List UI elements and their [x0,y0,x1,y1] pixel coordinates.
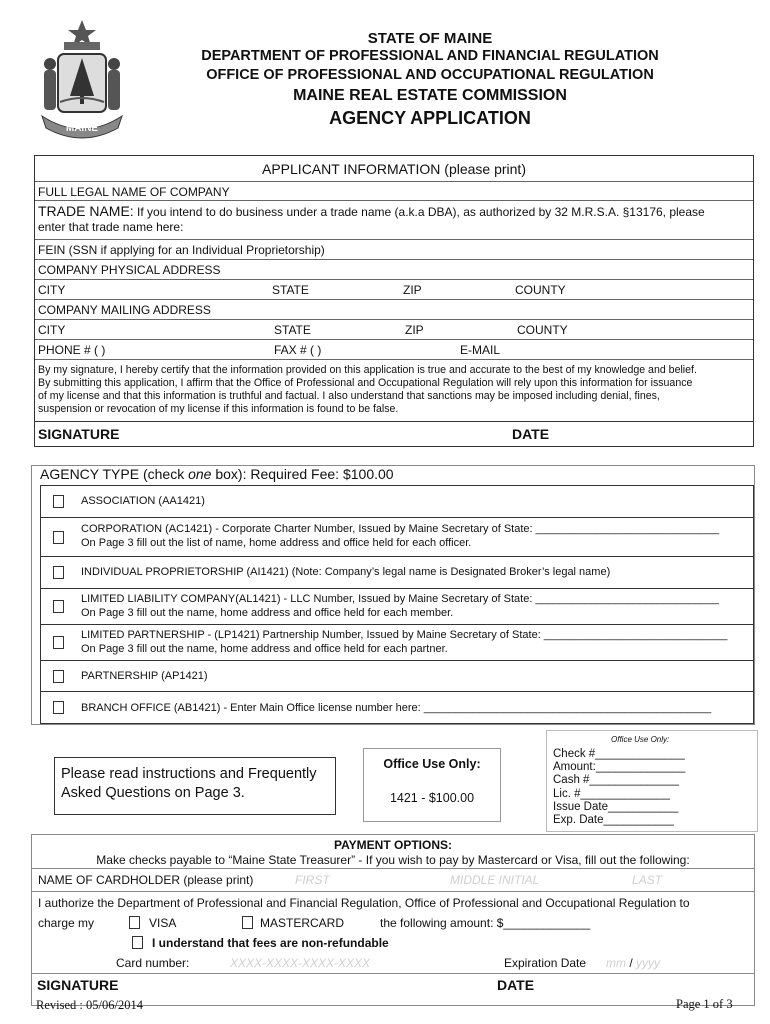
payment-options-section [31,834,755,1006]
mailing-address-field[interactable] [35,299,753,320]
trade-name-field[interactable] [35,200,753,239]
visa-label: VISA [149,916,177,930]
corporation-line-1: CORPORATION (AC1421) - Corporate Charter Number, Issued by Maine Secretary of State: ______________________________ [81,523,720,535]
mailing-city-label: CITY [38,323,66,337]
cardholder-last-placeholder: LAST [632,873,663,887]
agency-title-emphasis: one [188,466,212,482]
page-number: Page 1 of 3 [676,997,733,1011]
header-state: STATE OF MAINE [367,30,493,47]
full-legal-name-label: FULL LEGAL NAME OF COMPANY [38,185,230,199]
cardholder-middle-placeholder: MIDDLE INITIAL [450,873,540,887]
agency-title-fee: box): Required Fee: $100.00 [211,466,394,482]
maine-state-seal [28,16,136,144]
card-number-input[interactable]: XXXX-XXXX-XXXX-XXXX [230,956,371,970]
llc-label [81,592,719,620]
note-line-1: Please read instructions and Frequently [61,766,317,782]
revised-date: Revised : 05/06/2014 [36,998,143,1012]
applicant-signature-row[interactable] [35,421,753,446]
date-label: DATE [512,426,550,442]
association-checkbox[interactable] [53,495,64,508]
mailing-address-label: COMPANY MAILING ADDRESS [38,303,211,317]
association-label: ASSOCIATION (AA1421) [81,495,205,507]
option-individual-proprietorship[interactable] [40,556,754,589]
office-exp-date: Exp. Date___________ [553,814,674,827]
payment-signature-label: SIGNATURE [37,977,119,993]
full-legal-name-field[interactable] [35,181,753,201]
charge-amount-field[interactable]: the following amount: $_____________ [380,916,591,930]
limited-partnership-checkbox[interactable] [53,636,64,649]
cardholder-label: NAME OF CARDHOLDER (please print) [38,873,254,887]
office-use-fee: 1421 - $100.00 [389,791,475,805]
applicant-section-title: APPLICANT INFORMATION (please print) [262,161,526,177]
branch-office-label: BRANCH OFFICE (AB1421) - Enter Main Office license number here: _______________________________________________ [81,702,712,714]
option-branch-office[interactable] [40,691,754,724]
certify-line-3: of my license and that this information is truthful and factual. I also understand that sanctions may be imposed including denial, fines, [38,390,660,402]
mastercard-checkbox[interactable] [242,916,253,929]
card-number-label: Card number: [116,956,190,970]
trade-name-instructions: If you intend to do business under a trade name (a.k.a DBA), as authorized by 32 M.R.S.A. §13176, please [133,205,705,219]
option-llc[interactable] [40,588,754,625]
expiration-year-placeholder: yyyy [636,956,661,970]
office-cash: Cash #______________ [553,774,679,787]
llc-line-1: LIMITED LIABILITY COMPANY(AL1421) - LLC Number, Issued by Maine Secretary of State: ______________________________ [81,593,719,605]
office-lic: Lic. #______________ [553,787,671,800]
svg-text:MAINE: MAINE [65,123,99,134]
physical-address-field[interactable] [35,259,753,280]
mailing-county-label: COUNTY [517,323,568,337]
header-office: OFFICE OF PROFESSIONAL AND OCCUPATIONAL REGULATION [206,67,654,83]
zip-label: ZIP [403,283,422,297]
header-commission: MAINE REAL ESTATE COMMISSION [293,87,567,104]
phone-label: PHONE # ( ) [38,343,106,357]
certification-statement [35,359,753,422]
option-association[interactable] [40,485,754,518]
corporation-checkbox[interactable] [53,531,64,544]
state-label: STATE [272,283,309,297]
note-line-2: Asked Questions on Page 3. [61,785,245,801]
llc-checkbox[interactable] [53,600,64,613]
corporation-label [81,522,719,550]
instructions-note [54,757,336,815]
trade-name-instructions-2: enter that trade name here: [38,220,184,234]
office-use-details [546,730,758,832]
llc-line-2: On Page 3 fill out the name, home address and office held for each member. [81,607,454,619]
email-label: E-MAIL [460,343,501,357]
mailing-state-label: STATE [274,323,311,337]
nonrefundable-checkbox[interactable] [132,936,143,949]
agency-title-pre: AGENCY TYPE (check [40,466,189,482]
physical-city-row[interactable] [35,279,753,300]
signature-label: SIGNATURE [38,426,120,442]
header-department: DEPARTMENT OF PROFESSIONAL AND FINANCIAL REGULATION [201,48,659,64]
partnership-label: PARTNERSHIP (AP1421) [81,670,208,682]
charge-my-label: charge my [38,916,95,930]
county-label: COUNTY [515,283,566,297]
cardholder-name-field[interactable] [32,868,754,892]
agency-type-title [40,466,394,482]
payment-date-label: DATE [497,977,535,993]
nonrefundable-label: I understand that fees are non-refundable [152,936,389,950]
limited-partnership-line-2: On Page 3 fill out the name, home address and office held for each partner. [81,643,448,655]
certify-line-4: suspension or revocation of my license if this information is found to be false. [38,403,399,415]
office-issue-date: Issue Date___________ [553,800,679,813]
expiration-input[interactable] [606,956,660,970]
fax-label: FAX # ( ) [274,343,322,357]
payment-title: PAYMENT OPTIONS: [333,838,452,852]
mailing-city-row[interactable] [35,319,753,340]
individual-proprietorship-label: INDIVIDUAL PROPRIETORSHIP (AI1421) (Note: Company’s legal name is Designated Broker’s legal name) [81,566,611,578]
cardholder-first-placeholder: FIRST [295,873,330,887]
expiration-month-placeholder: mm [606,956,626,970]
office-use-box [363,748,501,822]
office-use-title: Office Use Only: [383,757,481,771]
certify-line-1: By my signature, I hereby certify that the information provided on this application is true and accurate to the best of my knowledge and belief. [38,364,697,376]
corporation-line-2: On Page 3 fill out the list of name, home address and office held for each officer. [81,537,472,549]
mailing-zip-label: ZIP [405,323,424,337]
mastercard-label: MASTERCARD [260,916,345,930]
expiration-label: Expiration Date [504,956,587,970]
individual-proprietorship-checkbox[interactable] [53,566,64,579]
fein-label: FEIN (SSN if applying for an Individual Proprietorship) [38,243,325,257]
payment-instructions: Make checks payable to “Maine State Treasurer” - If you wish to pay by Mastercard or Visa, fill out the following: [96,853,690,867]
visa-checkbox[interactable] [129,916,140,929]
authorize-text: I authorize the Department of Professional and Financial Regulation, Office of Professional and Occupational Regulation to [38,896,690,910]
limited-partnership-label [81,628,727,656]
branch-office-checkbox[interactable] [53,701,64,714]
office-amount: Amount:______________ [553,761,686,774]
option-limited-partnership[interactable] [40,624,754,661]
limited-partnership-line-1: LIMITED PARTNERSHIP - (LP1421) Partnership Number, Issued by Maine Secretary of State: ______________________________ [81,629,728,641]
city-label: CITY [38,283,66,297]
fein-field[interactable] [35,239,753,260]
contact-row[interactable] [35,339,753,360]
office-use-small-title: Office Use Only: [611,735,670,744]
partnership-checkbox[interactable] [53,670,64,683]
option-partnership[interactable] [40,660,754,692]
physical-address-label: COMPANY PHYSICAL ADDRESS [38,263,221,277]
trade-name-label: TRADE NAME: [38,203,134,219]
certify-line-2: By submitting this application, I affirm that the Office of Professional and Occupational Regulation will rely upon this information for issuance [38,377,693,389]
expiration-slash: / [629,956,633,970]
applicant-information-section [34,155,754,447]
trade-name-text [38,204,705,235]
option-corporation[interactable] [40,517,754,557]
page-title: AGENCY APPLICATION [329,108,531,128]
office-check: Check #______________ [553,748,685,760]
